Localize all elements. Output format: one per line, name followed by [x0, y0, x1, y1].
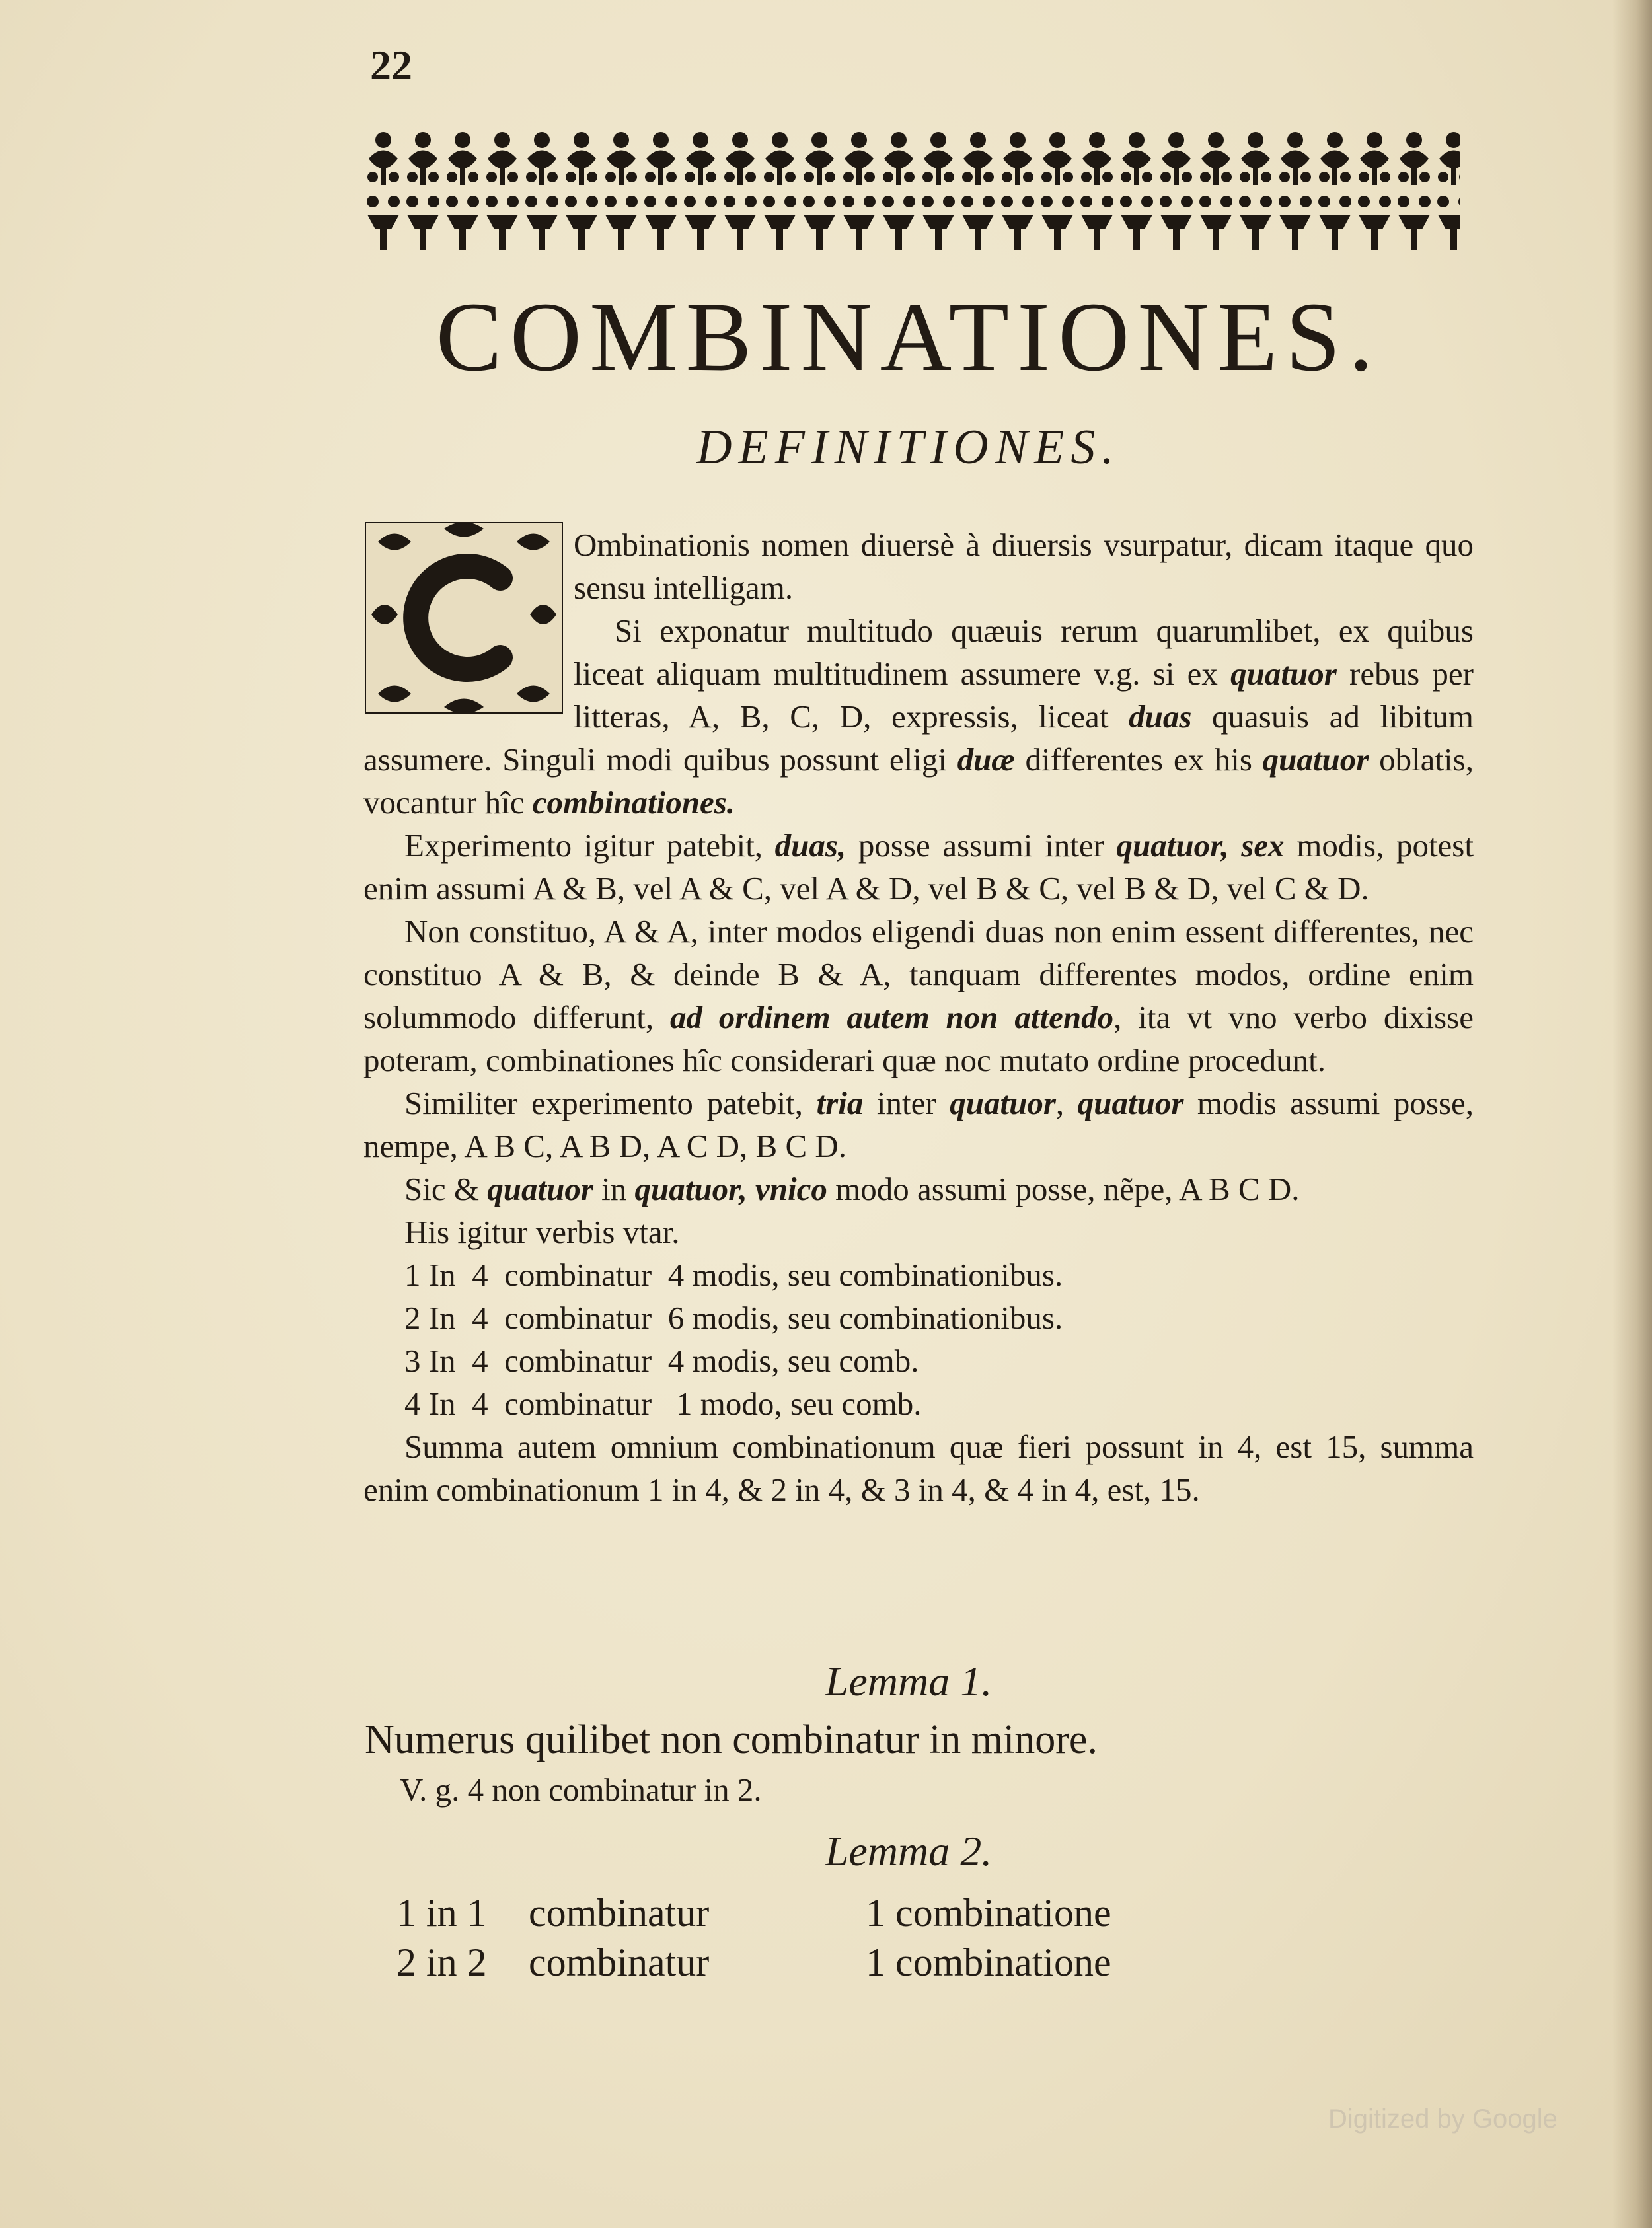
- lemma-2-table: [396, 1888, 1111, 1987]
- table-row: 1 in 1 combinatur 1 combinatione: [396, 1891, 1111, 1935]
- list-item: 1 In 4 combinatur 4 modis, seu combinationibus.: [404, 1257, 1063, 1293]
- section-heading: DEFINITIONES.: [696, 420, 1121, 474]
- page-title: COMBINATIONES.: [435, 282, 1382, 392]
- digitization-watermark: Digitized by Google: [1328, 2104, 1558, 2134]
- paragraph-6: Sic & quatuor in quatuor, vnico modo assumi posse, nẽpe, A B C D.: [404, 1171, 1300, 1207]
- fleuron-border-bottom-icon: [363, 188, 1460, 254]
- list-item: 2 In 4 combinatur 6 modis, seu combinationibus.: [404, 1300, 1063, 1336]
- list-item: 3 In 4 combinatur 4 modis, seu comb.: [404, 1343, 919, 1379]
- lemma-1-example: V. g. 4 non combinatur in 2.: [400, 1771, 762, 1808]
- paragraph-7: His igitur verbis vtar.: [404, 1214, 680, 1250]
- paragraph-5: Similiter experimento patebit, tria inter quatuor, quatuor modis assumi posse, nempe, A B C, A B D, A C D, B C D.: [363, 1085, 1474, 1164]
- paragraph-2: Si exponatur multitudo quæuis rerum quarumlibet, ex quibus liceat aliquam multitudinem assumere v.g. si ex quatuor rebus per litteras, A, B, C, D, expressis, liceat duas quasuis ad libitum assumere. Singuli modi quibus possunt eligi duæ differentes ex his quatuor oblatis, vocantur hîc combinationes.: [363, 613, 1474, 821]
- list-item: 4 In 4 combinatur 1 modo, seu comb.: [404, 1386, 922, 1422]
- lemma-1-statement: Numerus quilibet non combinatur in minore.: [365, 1717, 1098, 1762]
- main-text: [363, 523, 1474, 1511]
- page-gutter-shadow: [1612, 0, 1652, 2228]
- fleuron-border-top-icon: [363, 126, 1460, 192]
- combination-list: [363, 1253, 1474, 1425]
- lemma-1-heading: Lemma 1.: [825, 1658, 993, 1705]
- paragraph-3: Experimento igitur patebit, duas, posse assumi inter quatuor, sex modis, potest enim assumi A & B, vel A & C, vel A & D, vel B & C, vel B & D, vel C & D.: [363, 827, 1474, 907]
- page-number: 22: [370, 42, 412, 89]
- paragraph-1: Ombinationis nomen diuersè à diuersis vsurpatur, dicam itaque quo sensu intelligam.: [574, 527, 1474, 606]
- paragraph-8: Summa autem omnium combinationum quæ fieri possunt in 4, est 15, summa enim combinationum 1 in 4, & 2 in 4, & 3 in 4, & 4 in 4, est, 15.: [363, 1429, 1474, 1508]
- table-row: 2 in 2 combinatur 1 combinatione: [396, 1941, 1111, 1984]
- lemma-2-heading: Lemma 2.: [825, 1828, 993, 1875]
- paragraph-4: Non constituo, A & A, inter modos eligendi duas non enim essent differentes, nec constituo A & B, & deinde B & A, tanquam differentes modos, ordine enim solummodo differunt, ad ordinem autem non attendo, ita vt vno verbo dixisse poteram, combinationes hîc considerari quæ noc mutato ordine procedunt.: [363, 913, 1474, 1078]
